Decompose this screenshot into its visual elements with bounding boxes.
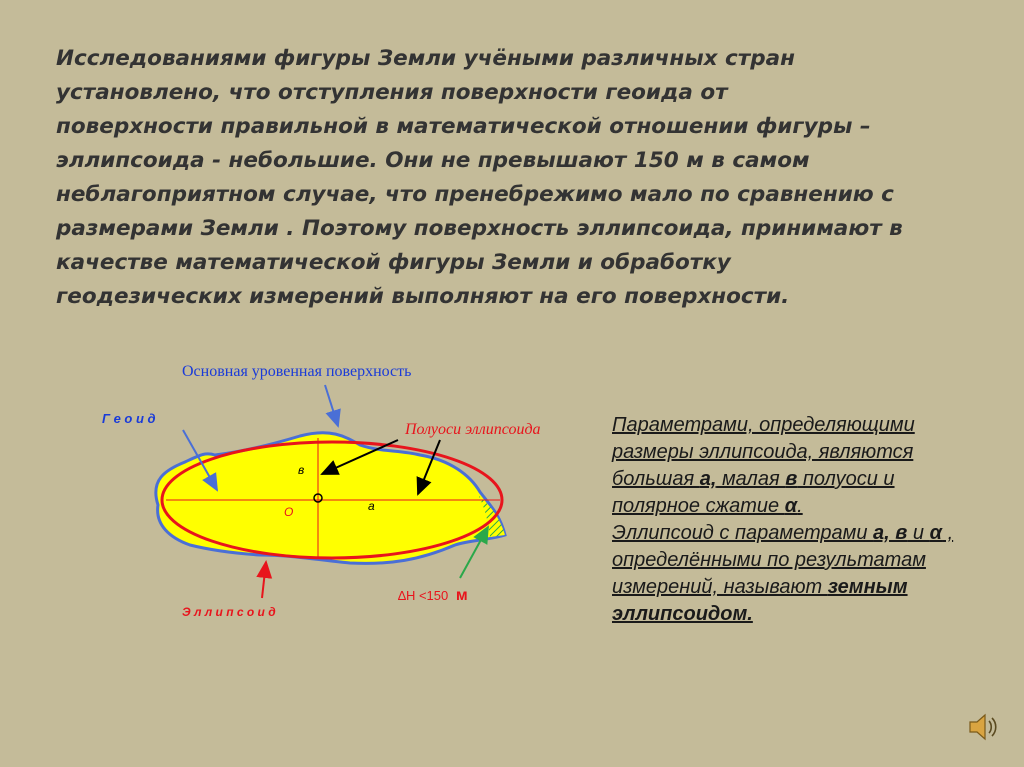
paragraph-line: установлено, что отступления поверхности геоида от	[56, 80, 728, 105]
parameters-text	[612, 412, 962, 628]
side-text-part: , определёнными по результатам измерений, называют	[612, 522, 954, 598]
side-text-part: Эллипсоид с параметрами	[612, 522, 874, 544]
paragraph-line: неблагоприятном случае, что пренебрежимо мало по сравнению с	[56, 182, 894, 207]
side-text-part: малая	[716, 468, 786, 490]
surface-label: Основная уровенная поверхность	[182, 363, 412, 380]
paragraph-line: Исследованиями фигуры Земли учёными различных стран	[56, 46, 795, 71]
b-label: в	[298, 463, 305, 477]
o-label: О	[284, 505, 294, 519]
param-alpha-2: α	[929, 522, 943, 544]
ellipsoid-arrow	[262, 562, 266, 598]
a-label: а	[368, 499, 375, 513]
paragraph-line: геодезических измерений выполняют на его поверхности.	[56, 284, 790, 309]
side-text-part: .	[797, 495, 803, 517]
side-text-part: полуоси и полярное сжатие	[612, 468, 895, 517]
deviation-unit: м	[455, 587, 468, 604]
param-ab: а, в	[873, 522, 908, 544]
speaker-icon[interactable]	[966, 710, 1000, 744]
paragraph-line: качестве математической фигуры Земли и обработку	[56, 250, 731, 275]
param-a: а,	[699, 468, 717, 490]
geoid-label: Г е о и д	[102, 411, 156, 426]
side-text-part: Параметрами, определяющими размеры эллипсоида, являются большая	[612, 414, 915, 490]
paragraph-line: размерами Земли . Поэтому поверхность эллипсоида, принимают в	[56, 216, 903, 241]
earth-ellipsoid-term: земным эллипсоидом.	[612, 576, 908, 625]
param-alpha: α	[784, 495, 798, 517]
side-text-part: и	[907, 522, 930, 544]
geoid-shape	[156, 433, 505, 564]
ellipsoid-label: Э л л и п с о и д	[182, 605, 276, 619]
paragraph-line: эллипсоида - небольшие. Они не превышают 150 м в самом	[56, 148, 810, 173]
geoid-ellipsoid-diagram	[90, 350, 590, 630]
paragraph-line: поверхности правильной в математической отношении фигуры –	[56, 114, 871, 139]
surface-arrow	[325, 385, 338, 426]
main-paragraph	[56, 42, 956, 314]
semiaxes-label: Полуоси эллипсоида	[405, 421, 541, 438]
param-b: в	[785, 468, 798, 490]
deviation-value: ∆Н <150	[398, 588, 449, 603]
deviation-label	[398, 587, 468, 604]
